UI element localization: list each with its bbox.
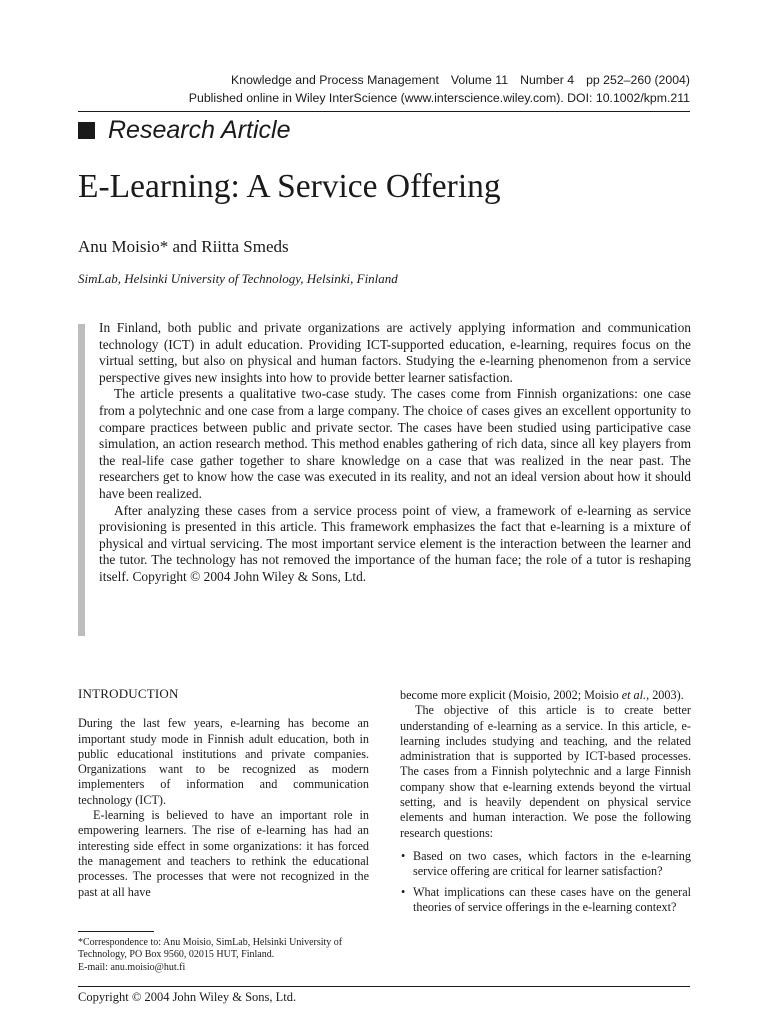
section-heading-introduction: INTRODUCTION <box>78 686 179 701</box>
article-title: E-Learning: A Service Offering <box>78 168 501 205</box>
abstract-paragraph: The article presents a qualitative two-case study. The cases come from Finnish organizations: one case from a polytechnic and one case from a large company. The choice of cases gives an excellent opportunity to compare practices between public and private sector. The cases have been studied using participative case simulation, an action research method. This method enables gathering of rich data, since all key players from the real-life case gather together to share knowledge on a case that was realized in the near past. The researchers get to know how the case was executed in its reality, and not an ideal version about how it should have been realized. <box>99 386 691 501</box>
continuation-text-end: , 2003). <box>646 688 684 702</box>
body-paragraph <box>400 688 691 703</box>
body-paragraph: During the last few years, e-learning has become an important study mode in Finnish adult education, both in public educational institutions and private companies. Organizations want to be recognized as modern implementers of information and communication technology (ICT). <box>78 716 369 807</box>
article-type-label: Research Article <box>108 116 291 144</box>
abstract-paragraph: After analyzing these cases from a service process point of view, a framework of e-learning as service provisioning is presented in this article. This framework emphasizes the fact that e-learning is a mixture of physical and virtual servicing. The most important service element is the interaction between the learner and the tutor. The technology has not removed the importance of the human face; the role of a tutor is reshaping itself. Copyright © 2004 John Wiley & Sons, Ltd. <box>99 502 691 584</box>
email-note: E-mail: anu.moisio@hut.fi <box>78 961 186 973</box>
journal-citation-line <box>189 72 690 90</box>
footnote <box>78 937 378 974</box>
header-rule <box>78 111 690 112</box>
continuation-text: become more explicit (Moisio, 2002; Moisio <box>400 688 622 702</box>
abstract <box>78 320 691 586</box>
abstract-sidebar-bar <box>78 324 85 636</box>
left-column <box>78 686 369 900</box>
footnote-rule <box>78 931 154 932</box>
research-questions-list <box>400 849 691 915</box>
et-al-text: et al. <box>621 688 647 702</box>
article-type <box>78 116 290 145</box>
journal-pages: pp 252–260 (2004) <box>586 73 690 87</box>
footer-copyright: Copyright © 2004 John Wiley & Sons, Ltd. <box>78 990 297 1004</box>
authors: Anu Moisio* and Riitta Smeds <box>78 237 289 256</box>
journal-volume: Volume 11 <box>450 73 509 87</box>
journal-header <box>189 72 690 107</box>
abstract-text <box>99 320 691 586</box>
journal-number: Number 4 <box>520 73 575 87</box>
black-square-icon <box>78 122 95 139</box>
published-online-line: Published online in Wiley InterScience (www.interscience.wiley.com). DOI: 10.1002/kpm.211 <box>188 90 690 105</box>
list-item: • Based on two cases, which factors in the e-learning service offering are critical for learner satisfaction? <box>400 849 691 880</box>
affiliation: SimLab, Helsinki University of Technology, Helsinki, Finland <box>78 271 398 286</box>
abstract-paragraph: In Finland, both public and private organizations are actively applying information and communication technology (ICT) in adult education. Providing ICT-supported education, e-learning, requires focus on the virtual setting, but also on physical and human factors. Studying the e-learning phenomenon from a service perspective gives new insights into how to provide better learner satisfaction. <box>99 320 691 385</box>
body-paragraph: E-learning is believed to have an important role in empowering learners. The rise of e-learning has had an interesting side effect in some organizations: it has forced the management and teachers to rethink the educational processes. The processes that were not recognized in the past at all have <box>78 808 369 899</box>
correspondence-note: *Correspondence to: Anu Moisio, SimLab, Helsinki University of Technology, PO Box 9560, 02015 HUT, Finland. <box>78 937 343 961</box>
journal-name: Knowledge and Process Management <box>231 73 439 87</box>
list-item: • What implications can these cases have on the general theories of service offerings in the e-learning context? <box>400 885 691 916</box>
footer-rule <box>78 986 690 987</box>
body-paragraph: The objective of this article is to create better understanding of e-learning as a service. In this article, e-learning includes studying and teaching, and the related administration that is supported by ICT-based processes. The cases from a Finnish polytechnic and a large Finnish company show that e-learning extends beyond the virtual setting, and is heavily dependent on physical service elements and human interaction. We pose the following research questions: <box>400 703 691 840</box>
right-column <box>400 688 691 920</box>
